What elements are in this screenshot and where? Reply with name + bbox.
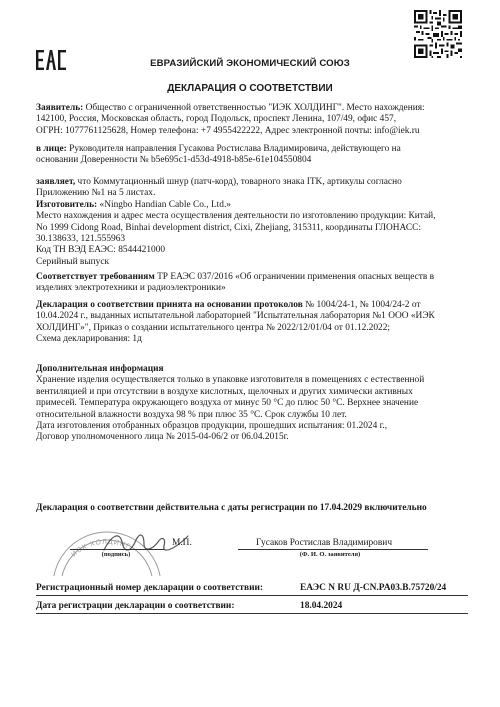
mp-label: М.П.	[172, 538, 192, 548]
signature-line	[70, 549, 164, 550]
registration-number-value: ЕАЭС N RU Д-CN.PA03.B.75720/24	[300, 583, 447, 593]
additional-line-6: Договор уполномоченного лица № 2015-04-06/2 от 06.04.2015г.	[36, 432, 289, 443]
declares-line-1: что Коммутационный шнур (патч-корд), товарного знака ITK, артикулы согласно	[75, 177, 402, 187]
declares-label: заявляет,	[36, 177, 76, 187]
basis-label: Декларация о соответствии принята на основании протоколов	[36, 300, 303, 310]
product-section	[36, 177, 468, 268]
applicant-label: Заявитель:	[36, 103, 84, 113]
additional-info-label: Дополнительная информация	[36, 364, 164, 374]
representative-line-1: Руководителя направления Гусакова Ростислава Владимировича, действующего на	[66, 144, 401, 154]
union-name: ЕВРАЗИЙСКИЙ ЭКОНОМИЧЕСКИЙ СОЮЗ	[150, 58, 350, 69]
manufacturer-line-6: Серийный выпуск	[36, 256, 110, 267]
declares-line-2: Приложению №1 на 5 листах.	[36, 188, 156, 199]
registration-number-underline	[36, 595, 468, 596]
conformity-line-1: ТР ЕАЭС 037/2016 «Об ограничении применения опасных веществ в	[154, 272, 435, 282]
additional-line-1: Хранение изделия осуществляется только в упаковке изготовителя в помещениях с естественной	[36, 375, 425, 386]
conformity-section	[36, 272, 468, 295]
basis-line-1: № 1004/24-1, № 1004/24-2 от	[302, 300, 421, 310]
additional-line-3: примесей. Температура окружающего воздуха от минус 50 °C до плюс 50 °C. Верхнее значение	[36, 398, 419, 409]
manufacturer-line-4: 30.138633, 121.555963	[36, 234, 126, 245]
validity-text: Декларация о соответствии действительна с даты регистрации по 17.04.2029 включительно	[36, 503, 427, 513]
basis-section	[36, 300, 468, 346]
document-title: ДЕКЛАРАЦИЯ О СООТВЕТСТВИИ	[167, 83, 333, 94]
signer-name: Гусаков Ростислав Владимирович	[256, 538, 393, 548]
stamp-text: ИЭК ХОЛДИНГ	[70, 538, 132, 559]
basis-line-4: Схема декларирования: 1д	[36, 334, 142, 345]
manufacturer-line-2: Место нахождения и адрес места осуществления деятельности по изготовлению продукции: Китай,	[36, 211, 436, 222]
registration-date-value: 18.04.2024	[300, 601, 343, 611]
manufacturer-line-3: No 1999 Cidong Road, Binhai development district, Cixi, Zhejiang, 315311, координаты ГЛОНАСС:	[36, 222, 421, 233]
conformity-label: Соответствует требованиям	[36, 272, 155, 282]
applicant-line-3: ОГРН: 1077761125628, Номер телефона: +7 4955422222, Адрес электронной почты: info@iek.ru	[36, 125, 420, 136]
basis-line-3: ХОЛДИНГ»", Приказ о создании испытательного центра № 2022/12/01/04 от 01.12.2022;	[36, 322, 391, 333]
signature-caption: (подпись)	[101, 551, 131, 558]
applicant-line-1: Общество с ограниченной ответственностью "ИЭК ХОЛДИНГ". Место нахождения:	[83, 103, 425, 113]
representative-section	[36, 144, 468, 167]
representative-label: в лице:	[36, 144, 67, 154]
qr-code-icon[interactable]	[414, 10, 462, 58]
name-line	[238, 549, 428, 550]
additional-line-5: Дата изготовления отобранных образцов продукции, прошедших испытания: 01.2024 г.,	[36, 421, 388, 432]
manufacturer-line-1: «Ningbo Handian Cable Co., Ltd.»	[97, 199, 231, 210]
additional-line-2: вентиляцией и при отсутствии в воздухе кислотных, щелочных и других химически активных	[36, 386, 413, 397]
conformity-line-2: изделиях электротехники и радиоэлектроники»	[36, 283, 226, 294]
basis-line-2: 10.04.2024 г., выданных испытательной лабораторией "Испытательная лаборатория №1 ООО «ИЭК	[36, 311, 435, 322]
applicant-section	[36, 103, 468, 137]
manufacturer-line-5: Код ТН ВЭД ЕАЭС: 8544421000	[36, 245, 166, 256]
validity-section	[36, 503, 468, 514]
additional-line-4: относительной влажности воздуха 98 % при плюс 35 °C. Срок службы 10 лет.	[36, 409, 347, 420]
additional-info-section	[36, 364, 468, 444]
manufacturer-label: Изготовитель:	[36, 199, 98, 210]
registration-date-label: Дата регистрации декларации о соответствии:	[36, 601, 235, 611]
applicant-line-2: 142100, Россия, Московская область, город Подольск, проспект Ленина, 107/49, офис 457,	[36, 114, 397, 125]
registration-number-label: Регистрационный номер декларации о соответствии:	[36, 583, 264, 593]
name-caption: (Ф. И. О. заявителя)	[299, 551, 361, 558]
registration-date-underline	[36, 613, 468, 614]
representative-line-2: основании Доверенности № b5e695c1-d53d-4918-b85e-61e104550804	[36, 155, 312, 166]
